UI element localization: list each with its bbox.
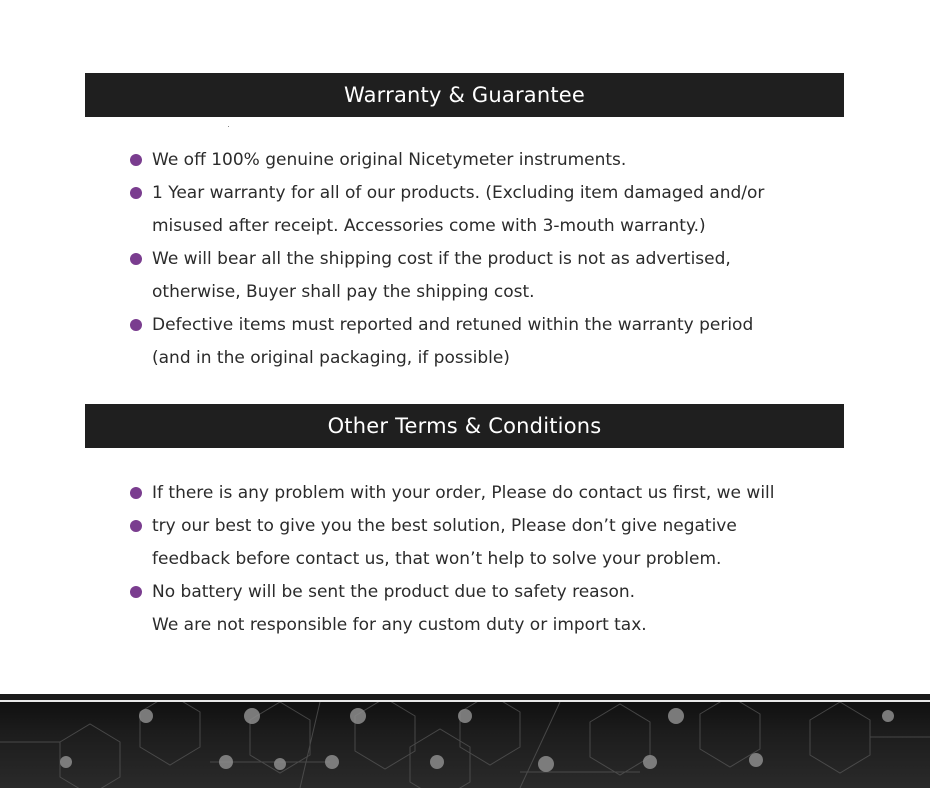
warranty-line — [130, 177, 830, 210]
terms-section-header — [85, 404, 844, 448]
warranty-line-text: 1 Year warranty for all of our products. (Excluding item damaged and/or — [152, 183, 765, 203]
bullet-icon — [130, 586, 142, 598]
terms-line-text: We are not responsible for any custom duty or import tax. — [152, 615, 647, 635]
warranty-list — [130, 144, 830, 375]
terms-section-title: Other Terms & Conditions — [327, 414, 602, 438]
warranty-line — [130, 144, 830, 177]
terms-line — [130, 576, 830, 609]
terms-line-text: If there is any problem with your order, Please do contact us first, we will — [152, 483, 775, 503]
terms-line — [130, 477, 830, 510]
terms-list — [130, 477, 830, 642]
hexagon-network-pattern-icon — [0, 702, 930, 788]
bullet-icon — [130, 487, 142, 499]
terms-line-text: try our best to give you the best solution, Please don’t give negative — [152, 516, 737, 536]
bullet-icon — [130, 520, 142, 532]
warranty-line-text: otherwise, Buyer shall pay the shipping cost. — [152, 282, 535, 302]
footer-banner — [0, 694, 930, 788]
stray-dot — [228, 126, 229, 127]
terms-line — [130, 510, 830, 543]
warranty-line — [130, 342, 830, 375]
terms-line-text: feedback before contact us, that won’t help to solve your problem. — [152, 549, 722, 569]
terms-line — [130, 543, 830, 576]
warranty-line — [130, 309, 830, 342]
warranty-line-text: We off 100% genuine original Nicetymeter instruments. — [152, 150, 627, 170]
warranty-line-text: misused after receipt. Accessories come with 3-mouth warranty.) — [152, 216, 706, 236]
warranty-line — [130, 243, 830, 276]
terms-line — [130, 609, 830, 642]
warranty-line-text: Defective items must reported and retuned within the warranty period — [152, 315, 754, 335]
bullet-icon — [130, 154, 142, 166]
bullet-icon — [130, 187, 142, 199]
warranty-line — [130, 210, 830, 243]
warranty-line-text: (and in the original packaging, if possible) — [152, 348, 510, 368]
warranty-section-header — [85, 73, 844, 117]
warranty-section-title: Warranty & Guarantee — [343, 83, 586, 107]
warranty-line-text: We will bear all the shipping cost if the product is not as advertised, — [152, 249, 731, 269]
bullet-icon — [130, 319, 142, 331]
terms-line-text: No battery will be sent the product due to safety reason. — [152, 582, 636, 602]
bullet-icon — [130, 253, 142, 265]
warranty-line — [130, 276, 830, 309]
